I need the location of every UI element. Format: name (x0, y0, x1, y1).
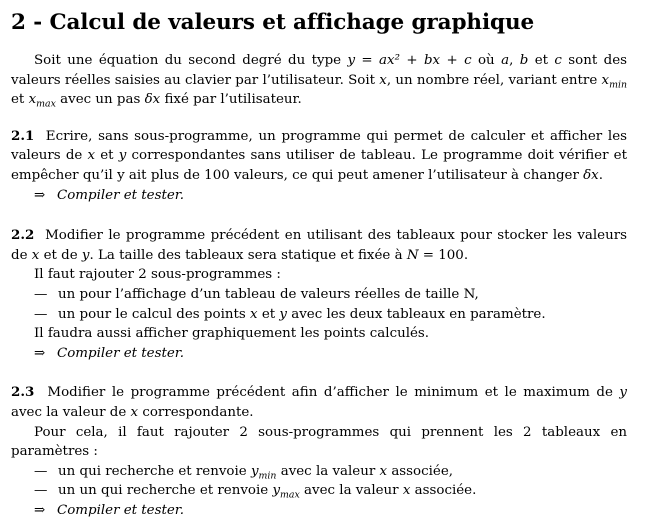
list-item-text: un qui recherche et renvoie (58, 463, 251, 479)
intro-text: sont des valeurs réelles saisies au clavier par l’utilisateur. Soit (11, 53, 628, 88)
var-xmin (601, 72, 628, 91)
implies-arrow-icon: ⇒ (34, 502, 46, 518)
exercise-text: correspondante. (138, 404, 254, 420)
compile-text: Compiler et tester. (57, 502, 184, 518)
list-item-text: avec la valeur (299, 483, 403, 499)
intro-paragraph (11, 51, 627, 110)
exercise-number: 2.1 (11, 127, 35, 144)
intro-text: et (528, 53, 555, 68)
list-item-text: associée. (410, 483, 477, 499)
var-a: a (501, 53, 510, 68)
intro-text: Soit une équation du second degré du type (34, 53, 348, 68)
compile-instruction (11, 501, 627, 521)
dash-bullet: — (34, 286, 48, 302)
compile-text: Compiler et tester. (57, 345, 184, 361)
intro-text: fixé par l’utilisateur. (160, 92, 302, 108)
dash-bullet: — (34, 463, 48, 479)
requirement-line: Il faudra aussi afficher graphiquement les points calculés. (34, 326, 430, 342)
implies-arrow-icon: ⇒ (34, 187, 46, 203)
list-item (11, 305, 627, 325)
var-ymin (250, 463, 277, 482)
compile-text: Compiler et tester. (57, 187, 184, 203)
var-dx: δx (144, 92, 161, 108)
intro-text: et (11, 92, 29, 108)
var-b: b (519, 53, 529, 68)
list-item-text: un pour le calcul des points (58, 306, 250, 322)
var-x: x (379, 72, 387, 88)
var-x: x (250, 306, 258, 322)
section-title: 2 - Calcul de valeurs et affichage graphique (11, 10, 535, 35)
exercise-number: 2.2 (11, 227, 35, 244)
exercise-2-3 (11, 383, 627, 422)
exercise-paragraph: Pour cela, il faut rajouter 2 sous-programmes qui prennent les 2 tableaux en paramètres : (11, 424, 627, 460)
exercise-2-2 (11, 226, 627, 265)
exercise-text: Modifier le programme précédent en utilisant des tableaux pour stocker les valeurs de (11, 228, 627, 263)
var-dx: δx (583, 167, 599, 183)
exercise-text: correspondantes sans utiliser de tableau. Le programme doit vérifier et empêcher qu’il y ait plus de 100 valeurs, ce qui peut amener l’utilisateur à changer (11, 148, 627, 183)
var-x: x (130, 404, 139, 420)
var-n: N (406, 247, 419, 263)
var-ymin-sub: min (258, 470, 277, 482)
exercise-text: . (598, 167, 604, 183)
var-xmax-base: x (28, 92, 37, 108)
exercise-text: avec la valeur de (11, 404, 131, 420)
var-ymax-base: y (272, 483, 281, 499)
intro-text: avec un pas (55, 92, 145, 108)
var-x: x (31, 247, 40, 263)
list-item-text: associée, (387, 463, 453, 479)
list-item (11, 481, 627, 501)
var-ymax-sub: max (280, 489, 300, 501)
exercise-number: 2.3 (11, 384, 35, 401)
dash-bullet: — (34, 306, 48, 322)
exercise-text: et de (39, 247, 82, 263)
intro-text: où (471, 53, 502, 68)
compile-instruction (11, 186, 627, 206)
var-y: y (619, 385, 627, 401)
var-ymax (272, 483, 300, 501)
exercise-text: Ecrire, sans sous-programme, un programme qui permet de calculer et afficher les valeurs de (11, 128, 627, 164)
var-y: y (279, 306, 287, 322)
var-xmax-sub: max (36, 98, 56, 110)
var-xmin-base: x (601, 72, 610, 88)
compile-instruction (11, 344, 627, 364)
list-item (11, 285, 627, 305)
var-y: y (81, 247, 90, 263)
list-item (11, 462, 627, 482)
list-item-text: avec la valeur (276, 463, 380, 479)
exercise-text: et (95, 148, 119, 164)
list-item-text: un pour l’affichage d’un tableau de valeurs réelles de taille N, (58, 286, 479, 302)
dash-bullet: — (34, 483, 48, 499)
var-c: c (554, 53, 562, 68)
intro-text: , un nombre réel, variant entre (386, 72, 602, 88)
var-x: x (379, 463, 388, 479)
var-ymin-base: y (250, 463, 259, 479)
exercise-text: . La taille des tableaux sera statique et fixée à (89, 247, 407, 263)
implies-arrow-icon: ⇒ (34, 345, 46, 361)
var-xmin-sub: min (609, 79, 628, 91)
var-y: y (118, 148, 127, 164)
list-item-text: un un qui recherche et renvoie (58, 483, 273, 499)
intro-text: , (509, 53, 520, 68)
requirement-line: Il faut rajouter 2 sous-programmes : (34, 267, 281, 283)
var-x: x (402, 483, 411, 499)
exercise-text: Modifier le programme précédent afin d’afficher le minimum et le maximum de (47, 385, 620, 401)
exercise-2-1 (11, 127, 627, 186)
exercise-text: = 100. (418, 247, 469, 263)
quadratic-equation: y = ax² + bx + c (347, 53, 472, 68)
list-item-text: avec les deux tableaux en paramètre. (286, 306, 546, 322)
var-x: x (87, 148, 96, 164)
var-xmax (28, 92, 56, 110)
list-item-text: et (257, 306, 280, 322)
